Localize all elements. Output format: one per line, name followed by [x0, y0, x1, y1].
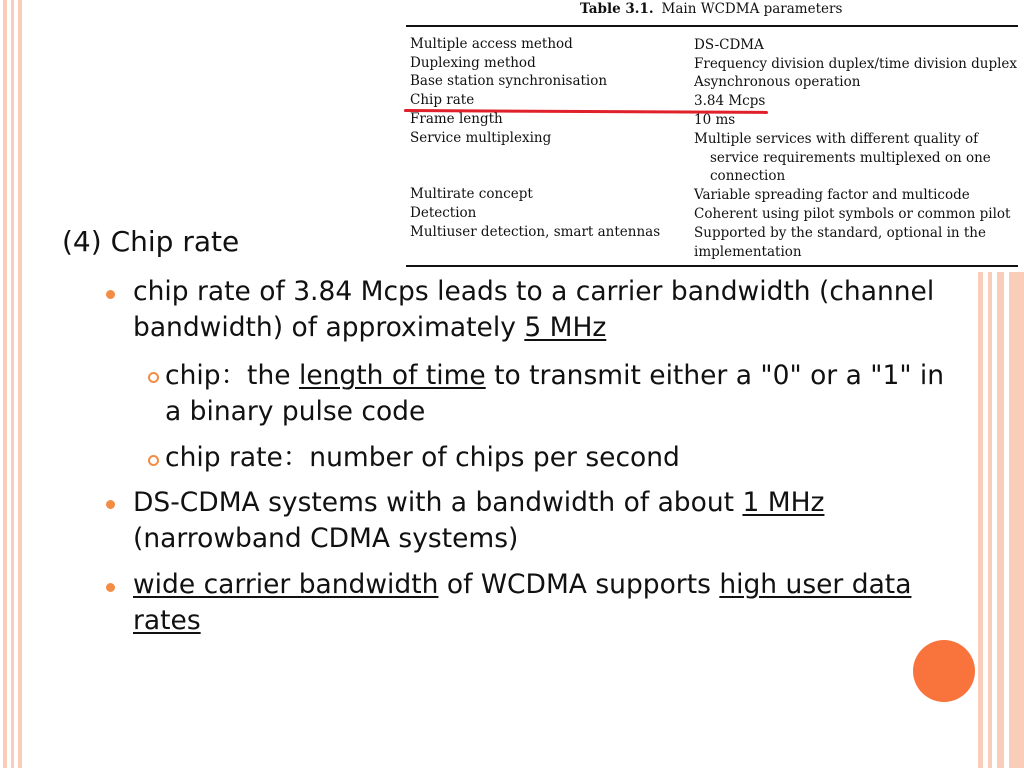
table-param: Multirate concept	[410, 186, 533, 202]
sub-bullet-ring-icon	[148, 455, 159, 466]
bullet-dot-icon	[106, 583, 115, 592]
table-value: Variable spreading factor and multicode	[694, 187, 970, 203]
table-caption-text: Main WCDMA parameters	[661, 1, 843, 17]
table-value: 10 ms	[694, 112, 736, 128]
table-value: 3.84 Mcps	[694, 93, 766, 109]
decorative-orange-circle	[913, 640, 975, 702]
right-decorative-stripes	[978, 272, 1024, 768]
table-param: Detection	[410, 205, 477, 221]
table-param: Frame length	[410, 111, 503, 127]
underlined-length-of-time: length of time	[298, 360, 486, 391]
sub-bullet-ring-icon	[148, 372, 159, 383]
table-value: Multiple services with different quality of service requirements multiplexed on one connection	[694, 131, 991, 184]
bullet-ds-cdma-bandwidth: DS-CDMA systems with a bandwidth of about 1 MHz (narrowband CDMA systems)	[133, 487, 825, 554]
slide-heading: (4) Chip rate	[62, 225, 240, 258]
bullet-dot-icon	[106, 290, 115, 299]
table-param: Service multiplexing	[410, 130, 552, 146]
sub-bullet-chip-rate-definition: chip rate：number of chips per second	[165, 442, 680, 473]
table-param: Multiple access method	[410, 36, 573, 52]
underlined-wide-carrier-bandwidth: wide carrier bandwidth	[133, 569, 439, 600]
table-param: Multiuser detection, smart antennas	[410, 224, 661, 240]
table-param: Base station synchronisation	[410, 73, 608, 89]
table-value: Frequency division duplex/time division duplex	[694, 56, 1018, 72]
left-decorative-stripes	[0, 0, 24, 768]
table-value: Supported by the standard, optional in the implementation	[694, 225, 986, 260]
underlined-1mhz: 1 MHz	[742, 487, 825, 518]
wcdma-parameters-table-figure	[400, 0, 1024, 272]
table-caption	[580, 1, 842, 17]
table-top-rule	[406, 25, 1018, 27]
table-value: Coherent using pilot symbols or common pilot	[694, 206, 1011, 222]
table-param: Duplexing method	[410, 55, 536, 71]
underlined-high-user-data-rates: high user data rates	[133, 569, 912, 636]
table-value: DS-CDMA	[694, 37, 764, 53]
table-caption-label: Table 3.1.	[580, 1, 654, 17]
bullet-wcdma-data-rates: wide carrier bandwidth of WCDMA supports high user data rates	[133, 569, 912, 636]
table-bottom-rule	[406, 265, 1018, 267]
bullet-dot-icon	[106, 500, 115, 509]
underlined-5mhz: 5 MHz	[524, 312, 607, 343]
table-value: Asynchronous operation	[694, 74, 861, 90]
bullet-chip-rate-bandwidth: chip rate of 3.84 Mcps leads to a carrier bandwidth (channel bandwidth) of approximately 5 MHz	[133, 276, 935, 343]
table-param: Chip rate	[410, 92, 475, 108]
sub-bullet-chip-definition: chip：the length of time to transmit either a "0" or a "1" in a binary pulse code	[165, 360, 945, 427]
